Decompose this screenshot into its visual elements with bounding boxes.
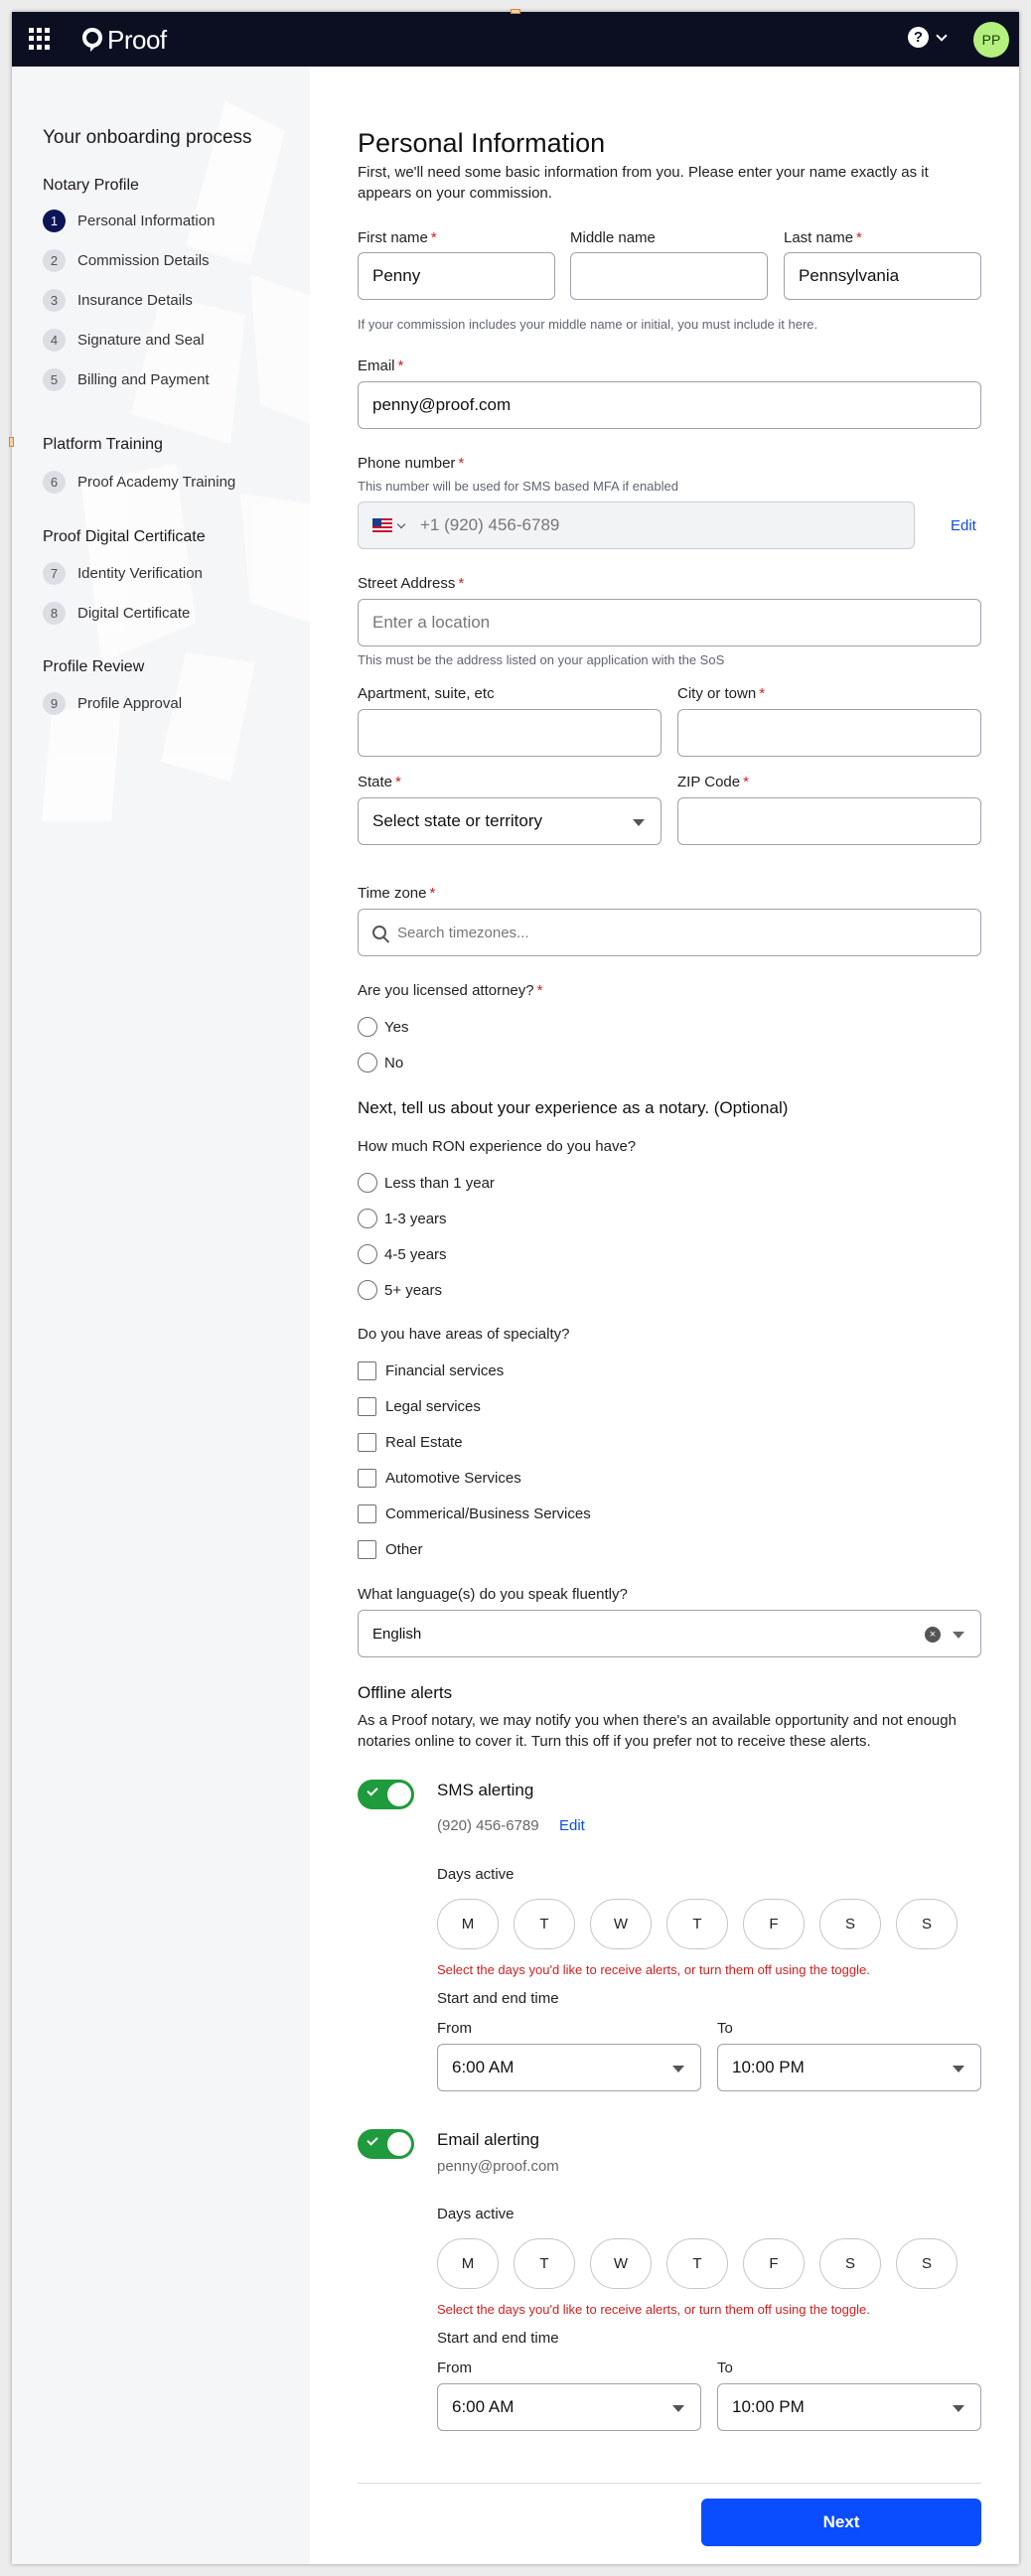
step-number: 5 bbox=[43, 368, 66, 391]
offline-alerts-description: As a Proof notary, we may notify you when there's an available opportunity and not enough notaries online to cover it. Turn this off if you prefer not to receive these alerts. bbox=[358, 1712, 957, 1750]
radio-button[interactable] bbox=[358, 1280, 377, 1300]
offline-alerts-title: Offline alerts bbox=[358, 1683, 453, 1702]
email-day-friday[interactable]: F bbox=[743, 2238, 805, 2289]
street-address-input[interactable]: Enter a location bbox=[358, 599, 981, 646]
specialty-option-legal[interactable]: Legal services bbox=[358, 1395, 481, 1417]
sidebar-section-notary-profile: Notary Profile bbox=[43, 177, 139, 194]
email-from-label: From bbox=[437, 2360, 472, 2376]
email-alert-address: penny@proof.com bbox=[437, 2158, 559, 2175]
email-day-thursday[interactable]: T bbox=[666, 2238, 728, 2289]
sms-days-label: Days active bbox=[437, 1866, 515, 1883]
app-window bbox=[12, 12, 1019, 2564]
avatar[interactable]: PP bbox=[973, 22, 1009, 58]
radio-button[interactable] bbox=[358, 1053, 377, 1073]
sms-from-time-select[interactable]: 6:00 AM bbox=[437, 2044, 701, 2091]
sidebar-item-label: Signature and Seal bbox=[77, 331, 205, 349]
radio-button[interactable] bbox=[358, 1017, 377, 1037]
checkbox[interactable] bbox=[358, 1469, 376, 1488]
state-select[interactable]: Select state or territory bbox=[358, 797, 662, 845]
help-menu[interactable] bbox=[908, 27, 946, 48]
sms-phone-number: (920) 456-6789 bbox=[437, 1817, 539, 1834]
step-number: 7 bbox=[43, 562, 66, 585]
ron-option-less-than-1[interactable]: Less than 1 year bbox=[358, 1172, 495, 1194]
search-icon bbox=[372, 926, 386, 939]
step-number: 6 bbox=[43, 471, 66, 494]
sidebar-item-label: Billing and Payment bbox=[77, 370, 210, 388]
email-day-saturday[interactable]: S bbox=[819, 2238, 881, 2289]
phone-label: Phone number * bbox=[358, 455, 465, 472]
sms-day-thursday[interactable]: T bbox=[666, 1899, 728, 1949]
sidebar-title: Your onboarding process bbox=[43, 127, 252, 148]
sidebar-item-label: Insurance Details bbox=[77, 291, 193, 309]
checkbox[interactable] bbox=[358, 1397, 376, 1416]
specialty-option-automotive[interactable]: Automotive Services bbox=[358, 1467, 521, 1489]
attorney-option-no[interactable]: No bbox=[358, 1052, 403, 1073]
street-address-label: Street Address * bbox=[358, 575, 465, 592]
intro-text: First, we'll need some basic information from you. Please enter your name exactly as it appears on your commission. bbox=[358, 164, 929, 202]
middle-name-input[interactable] bbox=[570, 252, 768, 300]
email-time-label: Start and end time bbox=[437, 2330, 559, 2347]
email-days-label: Days active bbox=[437, 2206, 515, 2222]
resize-handle bbox=[511, 9, 520, 14]
street-address-hint: This must be the address listed on your application with the SoS bbox=[358, 652, 725, 667]
specialty-option-commercial[interactable]: Commerical/Business Services bbox=[358, 1503, 591, 1524]
sms-alert-toggle[interactable] bbox=[358, 1780, 414, 1809]
city-label: City or town * bbox=[677, 685, 766, 702]
sidebar-item-label: Profile Approval bbox=[77, 694, 183, 712]
edit-sms-link[interactable]: Edit bbox=[559, 1817, 585, 1834]
email-to-label: To bbox=[717, 2360, 733, 2376]
email-day-wednesday[interactable]: W bbox=[590, 2238, 652, 2289]
sms-day-tuesday[interactable]: T bbox=[514, 1899, 575, 1949]
languages-select[interactable]: English × bbox=[358, 1610, 981, 1657]
page-title: Personal Information bbox=[358, 128, 606, 158]
sms-from-label: From bbox=[437, 2020, 472, 2037]
name-hint: If your commission includes your middle name or initial, you must include it here. bbox=[358, 317, 818, 332]
radio-button[interactable] bbox=[358, 1173, 377, 1193]
caret-down-icon bbox=[953, 2405, 964, 2412]
caret-down-icon bbox=[633, 819, 645, 826]
us-flag-icon[interactable] bbox=[372, 518, 392, 532]
apps-grid-icon[interactable] bbox=[29, 28, 51, 50]
sms-days-error: Select the days you'd like to receive alerts, or turn them off using the toggle. bbox=[437, 1962, 870, 1977]
experience-heading: Next, tell us about your experience as a notary. (Optional) bbox=[358, 1098, 789, 1117]
ron-option-1-3[interactable]: 1-3 years bbox=[358, 1208, 447, 1229]
checkbox[interactable] bbox=[358, 1504, 376, 1523]
next-button[interactable]: Next bbox=[701, 2499, 981, 2546]
sms-to-time-select[interactable]: 10:00 PM bbox=[717, 2044, 981, 2091]
sidebar-item-insurance-details[interactable] bbox=[43, 288, 193, 312]
last-name-input[interactable]: Pennsylvania bbox=[784, 252, 981, 300]
attorney-option-yes[interactable]: Yes bbox=[358, 1016, 408, 1038]
caret-down-icon bbox=[953, 2066, 964, 2073]
step-number: 1 bbox=[43, 210, 66, 232]
apartment-input[interactable] bbox=[358, 709, 662, 757]
radio-button[interactable] bbox=[358, 1209, 377, 1228]
sidebar-item-label: Proof Academy Training bbox=[77, 473, 236, 491]
sms-to-label: To bbox=[717, 2020, 733, 2037]
resize-handle bbox=[9, 437, 14, 447]
ron-question: How much RON experience do you have? bbox=[358, 1138, 637, 1155]
email-field[interactable]: penny@proof.com bbox=[358, 381, 981, 429]
sidebar-item-identity-verification[interactable] bbox=[43, 561, 203, 585]
sidebar-item-commission-details[interactable] bbox=[43, 248, 210, 272]
specialty-option-other[interactable]: Other bbox=[358, 1538, 423, 1560]
checkbox[interactable] bbox=[358, 1540, 376, 1559]
zip-input[interactable] bbox=[677, 797, 981, 845]
sms-time-label: Start and end time bbox=[437, 1990, 559, 2007]
sms-day-wednesday[interactable]: W bbox=[590, 1899, 652, 1949]
sidebar-item-digital-certificate[interactable] bbox=[43, 601, 190, 625]
checkbox[interactable] bbox=[358, 1433, 376, 1452]
sidebar-item-proof-academy-training[interactable] bbox=[43, 470, 235, 494]
sidebar-section-profile-review: Profile Review bbox=[43, 658, 145, 675]
sidebar-item-label: Commission Details bbox=[77, 251, 210, 269]
middle-name-label: Middle name bbox=[570, 229, 656, 246]
sidebar-item-label: Digital Certificate bbox=[77, 604, 191, 622]
email-day-monday[interactable]: M bbox=[437, 2238, 499, 2289]
email-label: Email * bbox=[358, 358, 404, 374]
sidebar-item-label: Identity Verification bbox=[77, 564, 203, 582]
step-number: 4 bbox=[43, 329, 66, 352]
clear-icon[interactable]: × bbox=[925, 1627, 941, 1643]
ron-option-4-5[interactable]: 4-5 years bbox=[358, 1243, 447, 1265]
proof-logo-icon bbox=[80, 26, 104, 54]
sidebar-section-proof-digital-certificate: Proof Digital Certificate bbox=[43, 528, 206, 545]
chevron-down-icon[interactable] bbox=[397, 519, 405, 527]
step-number: 2 bbox=[43, 249, 66, 272]
caret-down-icon bbox=[672, 2066, 684, 2073]
specialty-question: Do you have areas of specialty? bbox=[358, 1326, 570, 1343]
attorney-question: Are you licensed attorney? * bbox=[358, 982, 543, 999]
email-alert-toggle[interactable] bbox=[358, 2129, 414, 2159]
state-label: State * bbox=[358, 774, 401, 790]
sidebar-item-profile-approval[interactable] bbox=[43, 691, 182, 715]
sms-day-saturday[interactable]: S bbox=[819, 1899, 881, 1949]
last-name-label: Last name * bbox=[784, 229, 862, 246]
check-icon bbox=[367, 2134, 377, 2145]
sidebar-item-signature-and-seal[interactable] bbox=[43, 328, 205, 352]
chevron-down-icon bbox=[936, 30, 947, 41]
sidebar-item-personal-information[interactable] bbox=[43, 209, 215, 232]
step-number: 3 bbox=[43, 289, 66, 312]
check-icon bbox=[367, 1785, 377, 1795]
languages-question: What language(s) do you speak fluently? bbox=[358, 1586, 628, 1603]
city-input[interactable] bbox=[677, 709, 981, 757]
email-alerting-title: Email alerting bbox=[437, 2130, 539, 2149]
radio-button[interactable] bbox=[358, 1244, 377, 1264]
email-to-time-select[interactable]: 10:00 PM bbox=[717, 2383, 981, 2431]
specialty-option-financial[interactable]: Financial services bbox=[358, 1360, 504, 1381]
top-bar bbox=[12, 12, 1019, 67]
sidebar-section-platform-training: Platform Training bbox=[43, 436, 163, 453]
step-number: 8 bbox=[43, 602, 66, 625]
caret-down-icon[interactable] bbox=[953, 1632, 964, 1639]
sms-day-monday[interactable]: M bbox=[437, 1899, 499, 1949]
sms-day-sunday[interactable]: S bbox=[896, 1899, 957, 1949]
edit-phone-link[interactable]: Edit bbox=[951, 517, 976, 534]
sidebar-item-label: Personal Information bbox=[77, 212, 216, 229]
timezone-label: Time zone * bbox=[358, 885, 436, 902]
first-name-label: First name * bbox=[358, 229, 437, 246]
step-number: 9 bbox=[43, 692, 66, 715]
email-days-error: Select the days you'd like to receive alerts, or turn them off using the toggle. bbox=[437, 2302, 870, 2317]
zip-label: ZIP Code * bbox=[677, 774, 749, 790]
sms-day-friday[interactable]: F bbox=[743, 1899, 805, 1949]
sidebar-item-billing-and-payment[interactable] bbox=[43, 367, 210, 391]
sms-alerting-title: SMS alerting bbox=[437, 1781, 534, 1799]
specialty-option-real-estate[interactable]: Real Estate bbox=[358, 1431, 463, 1453]
logo-text: Proof bbox=[107, 24, 167, 55]
caret-down-icon bbox=[672, 2405, 684, 2412]
footer-divider bbox=[358, 2483, 981, 2484]
email-from-time-select[interactable]: 6:00 AM bbox=[437, 2383, 701, 2431]
apartment-label: Apartment, suite, etc bbox=[358, 685, 495, 702]
email-day-sunday[interactable]: S bbox=[896, 2238, 957, 2289]
phone-hint: This number will be used for SMS based MFA if enabled bbox=[358, 479, 678, 494]
first-name-input[interactable]: Penny bbox=[358, 252, 555, 300]
onboarding-sidebar bbox=[12, 67, 310, 2564]
phone-input: +1 (920) 456-6789 bbox=[358, 501, 915, 549]
proof-logo[interactable] bbox=[80, 25, 167, 55]
checkbox[interactable] bbox=[358, 1361, 376, 1380]
email-day-tuesday[interactable]: T bbox=[514, 2238, 575, 2289]
timezone-search-input[interactable]: Search timezones... bbox=[358, 909, 981, 956]
help-icon: ? bbox=[908, 27, 929, 48]
ron-option-5-plus[interactable]: 5+ years bbox=[358, 1279, 442, 1301]
